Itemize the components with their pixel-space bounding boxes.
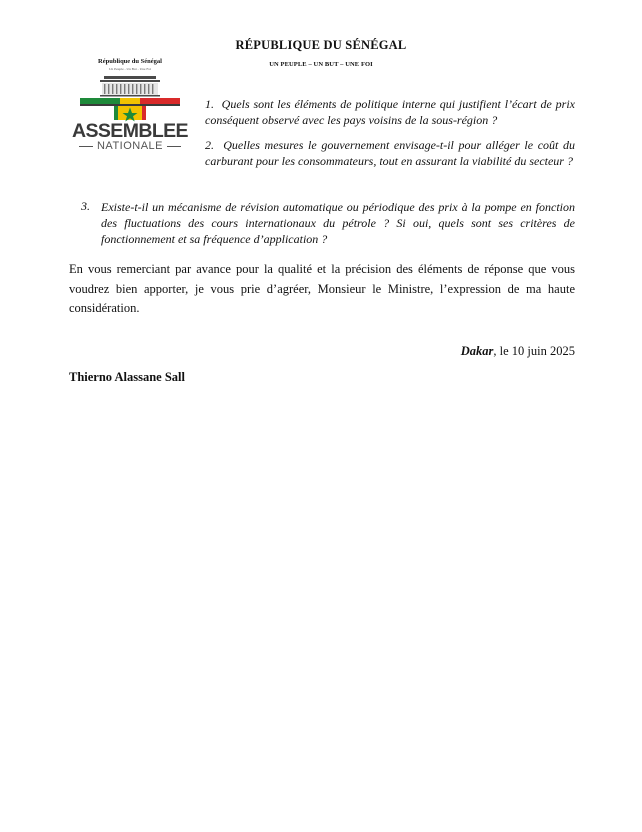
question-2-number: 2.	[205, 138, 214, 152]
signature-name: Thierno Alassane Sall	[69, 370, 185, 384]
question-1	[205, 96, 575, 128]
national-motto: UN PEUPLE – UN BUT – UNE FOI	[269, 61, 373, 68]
closing-paragraph: En vous remerciant par avance pour la qualité et la précision des éléments de réponse que vous voudrez bien apporter, je vous prie d’agréer, Monsieur le Ministre, l’expression de ma haute considération.	[69, 262, 575, 315]
logo-republic-text: République du Sénégal	[98, 58, 162, 65]
logo-nationale-text	[70, 140, 190, 152]
logo-motto-text: Un Peuple - Un But - Une Foi	[108, 67, 152, 71]
question-2-text: Quelles mesures le gouvernement envisage-t-il pour alléger le coût du carburant pour les consommateurs, tout en assurant la viabilité du secteur ?	[205, 138, 575, 168]
question-3-text: Existe-t-il un mécanisme de révision automatique ou périodique des prix à la pompe en fonction des fluctuations des cours internationaux du pétrole ? Si oui, quels sont ses critères de fonctionnement et sa fréquence d’application ?	[101, 200, 575, 246]
logo-assemblee-text: ASSEMBLEE	[72, 120, 188, 142]
parliament-building-icon	[70, 72, 190, 122]
question-1-number: 1.	[205, 97, 214, 111]
place-and-date	[400, 344, 575, 359]
republic-title: RÉPUBLIQUE DU SÉNÉGAL	[235, 38, 407, 52]
date-text: , le 10 juin 2025	[493, 344, 575, 358]
date-city: Dakar	[460, 344, 494, 358]
question-2	[205, 137, 575, 169]
logo-nationale-label: NATIONALE	[96, 140, 164, 152]
question-3-number: 3.	[81, 199, 90, 213]
question-1-text: Quels sont les éléments de politique interne qui justifient l’écart de prix conséquent observé avec les pays voisins de la sous-région ?	[205, 97, 575, 127]
assemblee-nationale-logo	[70, 58, 190, 158]
